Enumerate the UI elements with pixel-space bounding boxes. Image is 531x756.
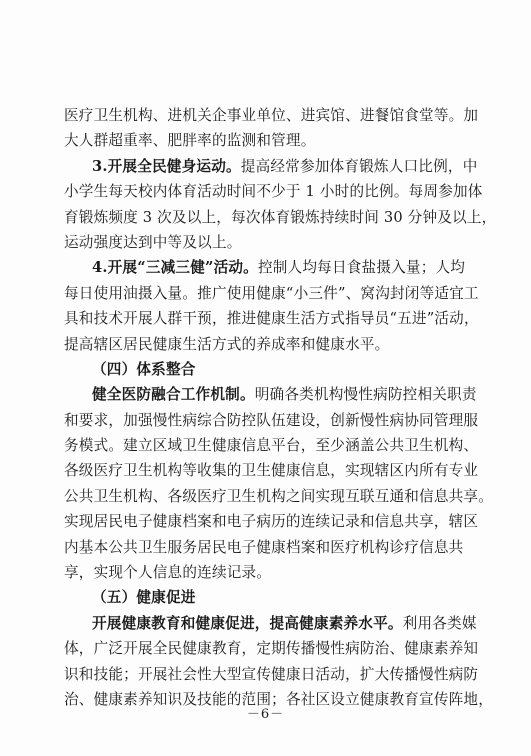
text-line xyxy=(64,611,477,636)
text-line xyxy=(64,535,474,560)
line-text: 公共卫生机构、各级医疗卫生机构之间实现互联互通和信息共享。 xyxy=(64,487,494,505)
line-text: 控制人均每日食盐摄入量；人均 xyxy=(257,259,466,277)
line-text: 实现居民电子健康档案和电子病历的连续记录和信息共享，辖区 xyxy=(64,513,479,531)
text-line xyxy=(64,357,474,382)
line-text: 利用各类媒 xyxy=(402,614,477,632)
text-line xyxy=(64,408,479,433)
line-text: 体，广泛开展全民健康教育，定期传播慢性病防治、健康素养知 xyxy=(64,640,479,658)
line-text: 每日使用油摄入量。推广使用健康“小三件”、窝沟封闭等适宜工 xyxy=(64,284,479,302)
line-text: 享，实现个人信息的连续记录。 xyxy=(64,564,272,582)
text-line xyxy=(64,662,479,687)
text-line xyxy=(64,458,479,483)
line-text: 育锻炼频度 3 次及以上，每次体育锻炼持续时间 30 分钟及以上， xyxy=(64,208,497,226)
bold-heading: 开展健康教育和健康促进，提高健康素养水平。 xyxy=(92,614,403,632)
text-line xyxy=(64,306,479,331)
text-line xyxy=(64,382,477,407)
page-number: －6－ xyxy=(246,707,285,722)
text-line xyxy=(64,255,474,280)
text-line xyxy=(64,128,474,153)
text-line xyxy=(64,179,483,204)
line-text: 治、健康素养知识及技能的范围；各社区设立健康教育宣传阵地， xyxy=(64,690,494,708)
text-line xyxy=(64,205,497,230)
text-line xyxy=(64,585,474,610)
line-text: 提高经常参加体育锻炼人口比例，中 xyxy=(240,157,478,175)
text-line xyxy=(64,636,479,661)
line-text: 具和技术开展人群干预，推进健康生活方式指导员“五进”活动， xyxy=(64,310,479,328)
line-text: 运动强度达到中等及以上。 xyxy=(64,233,242,251)
line-text: 提高辖区居民健康生活方式的养成率和健康水平。 xyxy=(64,335,390,353)
text-line xyxy=(64,560,474,585)
text-line xyxy=(64,433,479,458)
document-body xyxy=(64,103,497,712)
bold-heading: 健全医防融合工作机制。 xyxy=(92,386,255,404)
text-line xyxy=(64,509,479,534)
line-text: 各级医疗卫生机构等收集的卫生健康信息，实现辖区内所有专业 xyxy=(64,462,479,480)
bold-heading: 4.开展“三减三健”活动。 xyxy=(92,259,258,277)
text-line xyxy=(64,103,479,128)
bold-heading: （五）健康促进 xyxy=(92,589,196,607)
line-text: 内基本公共卫生服务居民电子健康档案和医疗机构诊疗信息共 xyxy=(64,538,464,556)
text-line xyxy=(64,332,474,357)
bold-heading: （四）体系整合 xyxy=(92,360,196,378)
line-text: 大人群超重率、肥胖率的监测和管理。 xyxy=(64,132,316,150)
text-line xyxy=(64,154,478,179)
line-text: 和要求，加强慢性病综合防控队伍建设，创新慢性病协同管理服 xyxy=(64,411,479,429)
line-text: 小学生每天校内体育活动时间不少于 1 小时的比例。每周参加体 xyxy=(64,183,483,201)
text-line xyxy=(64,281,479,306)
line-text: 识和技能；开展社会性大型宣传健康日活动，扩大传播慢性病防 xyxy=(64,665,479,683)
text-line xyxy=(64,230,474,255)
text-line xyxy=(64,484,494,509)
bold-heading: 3.开展全民健身运动。 xyxy=(92,157,241,175)
line-text: 明确各类机构慢性病防控相关职责 xyxy=(254,386,477,404)
line-text: 医疗卫生机构、进机关企事业单位、进宾馆、进餐馆食堂等。加 xyxy=(64,107,479,124)
line-text: 务模式。建立区域卫生健康信息平台，至少涵盖公共卫生机构、 xyxy=(64,437,479,455)
